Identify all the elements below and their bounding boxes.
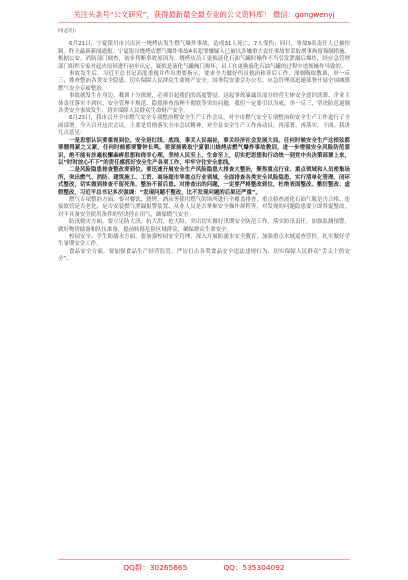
- paragraph: 食品安全方面。要加强食品生产经营监管，严厉打击各类食品安全违法违规行为，切实保障人民群众“舌尖上的安全”。: [58, 248, 350, 263]
- footer: [58, 561, 350, 575]
- bottom-divider: [58, 559, 350, 560]
- paragraph: 6月23日，我市召开全市燃气安全专项整治暨安全生产工作会议，对全市燃气安全专项整治和安全生产工作进行了全面部署。今天召开这次会议，主要是贯彻落实全市会议精神，对全县安全生产工作再动员、再部署、再落实。下面，我讲几点意见：: [58, 115, 350, 137]
- paragraph: 燃气专项整治方面。要对餐饮、烧烤、酒店等使用燃气的场所进行全覆盖排查，重点检查液化石油气瓶是否合格、连接软管是否老化、是否安装燃气泄漏报警装置、从业人员是否掌握安全操作规程等，对发现的问题隐患要立即督促整改，对不具备安全使用条件的坚决停止用气，确保燃气安全。: [58, 196, 350, 218]
- paragraph: 事故就发生在身边，教训十分深刻，必须引起我们的高度警觉。这起事故暴露出部分经营主体安全意识淡薄、企业主体责任落实不到位、安全管理不规范、隐患排查治理不彻底等突出问题，我们一定要引以为戒，举一反三，坚决防范遏制各类安全事故发生，切实保障人民群众生命财产安全。: [58, 93, 350, 115]
- document-body: [58, 28, 350, 548]
- greeting: 同志们：: [58, 28, 80, 34]
- top-banner: 关注头条号“公文研究”，获得最新最全最专业的公文资料库！ 微信：gongwenyj: [73, 10, 335, 19]
- paragraph: 校园安全、学生防溺水方面。要加强校园安全管理，深入开展防溺水安全教育，加强重点水域巡查管控，扎实做好学生暑期安全工作。: [58, 233, 350, 248]
- paragraph-point-one: 一是思想认识要重视到位。安全是红线、底线，事关人民福祉，事关经济社会发展大局。任何时候安全生产这根弦都要绷得紧之又紧，任何时候都要警钟长鸣。要深刻吸取宁夏银川烧烤店燃气爆炸事故教训，进一步增强安全风险防范意识，绝不能有丝毫松懈麻痹思想和侥幸心理，坚持人民至上、生命至上，切实把思想和行动统一到党中央决策部署上来，以“时时放心不下”的责任感抓好安全生产各项工作，牢牢守住安全底线。: [58, 137, 350, 166]
- top-divider: [58, 22, 350, 23]
- paragraph-point-two: 二是风险隐患排查整改要到位。要迅速开展安全生产风险隐患大排查大整治，聚焦重点行业、重点领域和人员密集场所，突出燃气、消防、建筑施工、工贸、商场超市等重点行业领域，全面排查各类安全风险隐患，实行清单化管理、闭环式整改，切实做到排查不留死角、整治不留后患。对排查出的问题，一定要严格整改到位，杜绝表面整改、敷衍整改、虚假整改，习近平总书记多次强调：“发现问题不整改，比不发现问题的后果还严重”。: [58, 167, 350, 196]
- footer-qq-group: QQ群：30265665: [123, 563, 188, 572]
- paragraph: 防汛救灾方面。要立足防大汛、抗大洪、抢大险，突出切实做好汛期安全防范工作，落实防汛责任，加强监测预警，做好物资储备和队伍准备，提前转移危险区域群众，确保群众生命安全。: [58, 219, 350, 233]
- paragraph: 事故发生后，习近平总书记高度重视并作出重要指示，要求全力做好伤员救治和善后工作，深刻吸取教训，举一反三，排查整治各类安全隐患，切实保障人民群众生命财产安全。国务院安委会办公室、应急管理部迅速部署开展全国城镇燃气安全专项整治。: [58, 71, 350, 92]
- paragraph: 6月21日，宁夏银川市兴庆区一烧烤店发生燃气爆炸事故，造成31人死亡、7人受伤；同日，事故9名责任人已被控制。昨天最新新闻通报，宁夏银川烧烤店燃气爆炸事故4名犯罪嫌疑人已被以涉嫌重大责任事故罪采取刑事拘留强制措施。根据公安、消防部门调查，初步判断事故原因为：烧烤店员工更换液化石油气罐时操作不当引发泄漏后爆炸，经应急管理部门组织专家对起火原因进行初步认定，疑似是液化气罐阀门损坏，员工在更换液化石油气罐的过程中违规操作导致的。: [58, 41, 350, 70]
- footer-qq: QQ：535304092: [223, 563, 285, 572]
